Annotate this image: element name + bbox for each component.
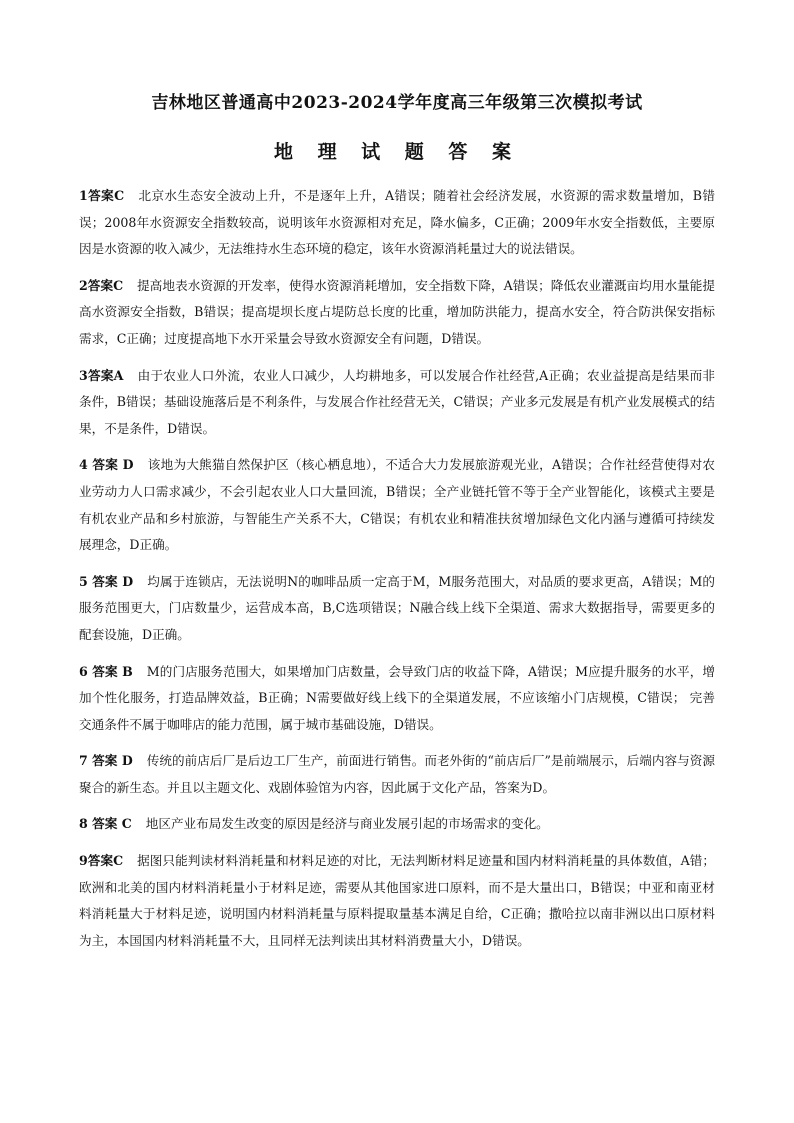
answer-text: 均属于连锁店，无法说明N的咖啡品质一定高于M，M服务范围大，对品质的要求更高，A错误；M的服务范围更大，门店数量少，运营成本高，B,C选项错误；N融合线上线下全渠道、需求大数据指导，需要更多的配套设施，D正确。: [79, 573, 715, 642]
answer-text: 北京水生态安全波动上升，不是逐年上升，A错误；随着社会经济发展，水资源的需求数量增加，B错误；2008年水资源安全指数较高，说明该年水资源相对充足，降水偏多，C正确；2009年水安全指数低，主要原因是水资源的收入减少，无法维持水生态环境的稳定，该年水资源消耗量过大的说法错误。: [79, 188, 715, 257]
answer-item-3: [79, 363, 715, 443]
answer-text: M的门店服务范围大，如果增加门店数量，会导致门店的收益下降，A错误；M应提升服务的水平，增加个性化服务，打造品牌效益，B正确；N需要做好线上线下的全渠道发展，不应该缩小门店规模，C错误； 完善交通条件不属于咖啡店的能力范围，属于城市基础设施，D错误。: [79, 663, 715, 732]
answer-label: 2答案C: [79, 277, 124, 293]
answer-label: 9答案C: [79, 853, 124, 869]
answer-item-5: [79, 569, 715, 649]
answer-text: 由于农业人口外流，农业人口减少，人均耕地多，可以发展合作社经营,A正确；农业益提高是结果而非条件，B错误；基础设施落后是不利条件，与发展合作社经营无关，C错误；产业多元发展是有机产业发展模式的结果，不是条件，D错误。: [79, 367, 715, 436]
answer-label: 1答案C: [79, 188, 125, 203]
answer-label: 3答案A: [79, 367, 124, 383]
answer-text: 该地为大熊猫自然保护区（核心栖息地），不适合大力发展旅游观光业，A错误；合作社经营使得对农业劳动力人口需求减少，不会引起农业人口大量回流，B错误；全产业链托管不等于全产业智能化，该模式主要是有机农业产品和乡村旅游，与智能生产关系不大，C错误；有机农业和精准扶贫增加绿色文化内涵与遵循可持续发展理念，D正确。: [79, 457, 716, 553]
page-title: 吉林地区普通高中2023-2024学年度高三年级第三次模拟考试: [151, 93, 643, 113]
answer-item-2: [79, 273, 715, 353]
answer-item-8: [79, 811, 715, 838]
answer-item-9: [79, 848, 715, 954]
answer-item-1: [79, 183, 715, 263]
page-subtitle: 地 理 试 题 答 案: [273, 141, 521, 163]
answer-list: [79, 183, 715, 964]
answer-item-4: [79, 452, 715, 558]
answer-label: 7 答案 D: [79, 753, 133, 769]
answer-text: 地区产业布局发生改变的原因是经济与商业发展引起的市场需求的变化。: [145, 816, 549, 832]
answer-label: 8 答案 C: [79, 816, 132, 832]
answer-text: 据图只能判读材料消耗量和材料足迹的对比，无法判断材料足迹量和国内材料消耗量的具体数值，A错；欧洲和北美的国内材料消耗量小于材料足迹，需要从其他国家进口原料，而不是大量出口，B错误；中亚和南亚材料消耗量大于材料足迹，说明国内材料消耗量与原料提取量基本满足自给，C正确；撒哈拉以南非洲以出口原材料为主，本国国内材料消耗量不大，且同样无法判读出其材料消费量大小，D错误。: [79, 853, 715, 948]
answer-label: 4 答案 D: [79, 457, 134, 473]
answer-label: 6 答案 B: [79, 663, 133, 679]
answer-item-6: [79, 659, 715, 739]
answer-item-7: [79, 748, 715, 801]
answer-text: 传统的前店后厂是后边工厂生产，前面进行销售。而老外街的“前店后厂”是前端展示，后端内容与资源聚合的新生态。并且以主题文化、戏剧体验馆为内容，因此属于文化产品，答案为D。: [79, 753, 715, 795]
answer-text: 提高地表水资源的开发率，使得水资源消耗增加，安全指数下降，A错误；降低农业灌溉亩均用水量能提高水资源安全指数，B错误；提高堤坝长度占堤防总长度的比重，增加防洪能力，提高水安全，符合防洪保安指标需求，C正确；过度提高地下水开采量会导致水资源安全有问题，D错误。: [79, 277, 715, 346]
answer-label: 5 答案 D: [79, 573, 134, 589]
